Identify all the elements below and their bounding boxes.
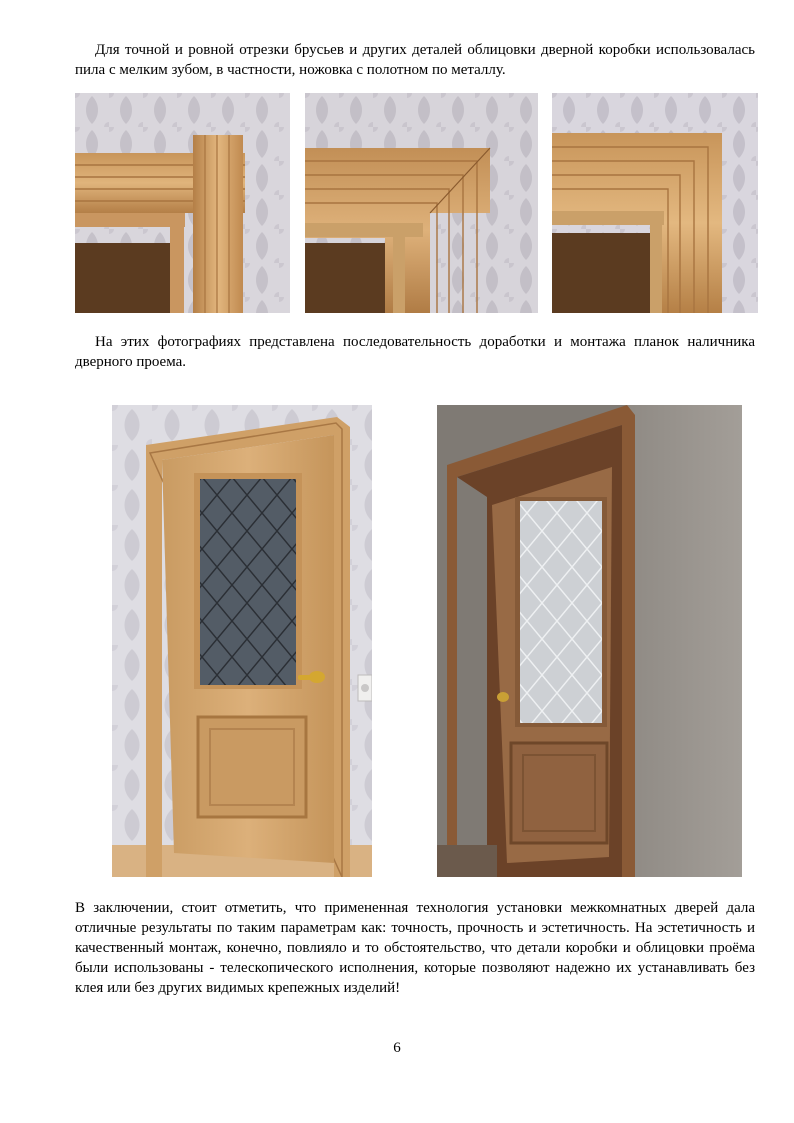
photo-door-light — [112, 405, 372, 877]
photo-corner-step3 — [552, 93, 758, 313]
photos-caption-paragraph: На этих фотографиях представлена последовательность доработки и монтажа планок наличника дверного проема. — [75, 334, 755, 370]
photo-door-dark — [437, 405, 742, 877]
page-number: 6 — [393, 1040, 401, 1056]
conclusion-paragraph: В заключении, стоит отметить, что примененная технология установки межкомнатных дверей дала отличные результаты по таким параметрам как: точность, прочность и эстетичность. На эстетичность и качественный монтаж, конечно, повлияло и то обстоятельство, что детали коробки и облицовки проёма были использованы - телескопического исполнения, которые позволяют надежно их устанавливать без клея или без других видимых крепежных изделий! — [75, 900, 755, 996]
photo-corner-step2 — [305, 93, 538, 313]
photo-corner-step1 — [75, 93, 290, 313]
intro-paragraph: Для точной и ровной отрезки брусьев и других деталей облицовки дверной коробки использовалась пила с мелким зубом, в частности, ножовка с полотном по металлу. — [75, 42, 755, 78]
